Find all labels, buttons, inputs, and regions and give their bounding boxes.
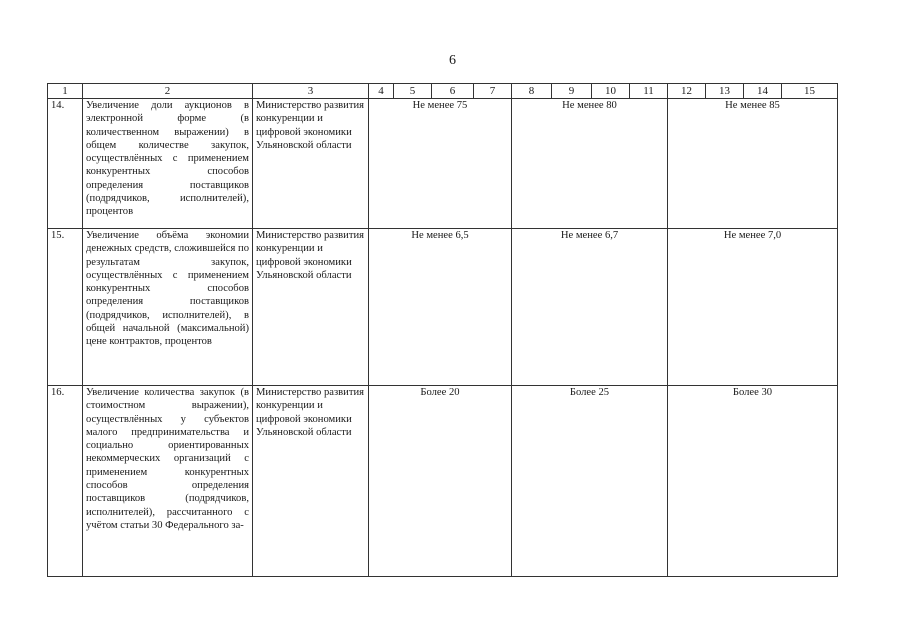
column-number: 6 (432, 84, 474, 99)
target-value: Не менее 80 (512, 99, 668, 229)
column-number: 3 (253, 84, 369, 99)
row-index: 15. (48, 229, 83, 386)
column-number: 15 (782, 84, 838, 99)
indicator-description: Увеличение доли аукционов в электронной форме (в количественном выражении) в общем количестве закупок, осуществлённых с применением конкурентных способов определения поставщиков (подрядчиков, исполнителей), процентов (83, 99, 253, 229)
table-row (48, 99, 838, 229)
table-row (48, 229, 838, 386)
responsible-organization: Министерство развития конкуренции и цифровой экономики Ульяновской области (253, 386, 369, 577)
target-value: Не менее 6,5 (369, 229, 512, 386)
target-value: Не менее 75 (369, 99, 512, 229)
column-number: 8 (512, 84, 552, 99)
column-number: 1 (48, 84, 83, 99)
table-row (48, 386, 838, 577)
page-number: 6 (449, 53, 456, 68)
row-index: 14. (48, 99, 83, 229)
target-value: Не менее 7,0 (668, 229, 838, 386)
column-number: 13 (706, 84, 744, 99)
column-number: 2 (83, 84, 253, 99)
target-value: Более 20 (369, 386, 512, 577)
responsible-organization: Министерство развития конкуренции и цифровой экономики Ульяновской области (253, 229, 369, 386)
column-number: 4 (369, 84, 394, 99)
column-number: 9 (552, 84, 592, 99)
indicators-table (47, 83, 838, 577)
responsible-organization: Министерство развития конкуренции и цифровой экономики Ульяновской области (253, 99, 369, 229)
column-number: 12 (668, 84, 706, 99)
column-number: 5 (394, 84, 432, 99)
column-number-row (48, 84, 838, 99)
target-value: Не менее 6,7 (512, 229, 668, 386)
target-value: Более 25 (512, 386, 668, 577)
column-number: 11 (630, 84, 668, 99)
indicator-description: Увеличение объёма экономии денежных средств, сложившейся по результатам закупок, осуществлённых с применением конкурентных способов определения поставщиков (подрядчиков, исполнителей), в общей начальной (максимальной) цене контрактов, процентов (83, 229, 253, 386)
row-index: 16. (48, 386, 83, 577)
column-number: 10 (592, 84, 630, 99)
column-number: 7 (474, 84, 512, 99)
indicator-description: Увеличение количества закупок (в стоимостном выражении), осуществлённых у субъектов малого предпринимательства и социально ориентированных некоммерческих организаций с применением конкурентных способов определения поставщиков (подрядчиков, исполнителей), рассчитанного с учётом статьи 30 Федерального за- (83, 386, 253, 577)
target-value: Более 30 (668, 386, 838, 577)
target-value: Не менее 85 (668, 99, 838, 229)
column-number: 14 (744, 84, 782, 99)
